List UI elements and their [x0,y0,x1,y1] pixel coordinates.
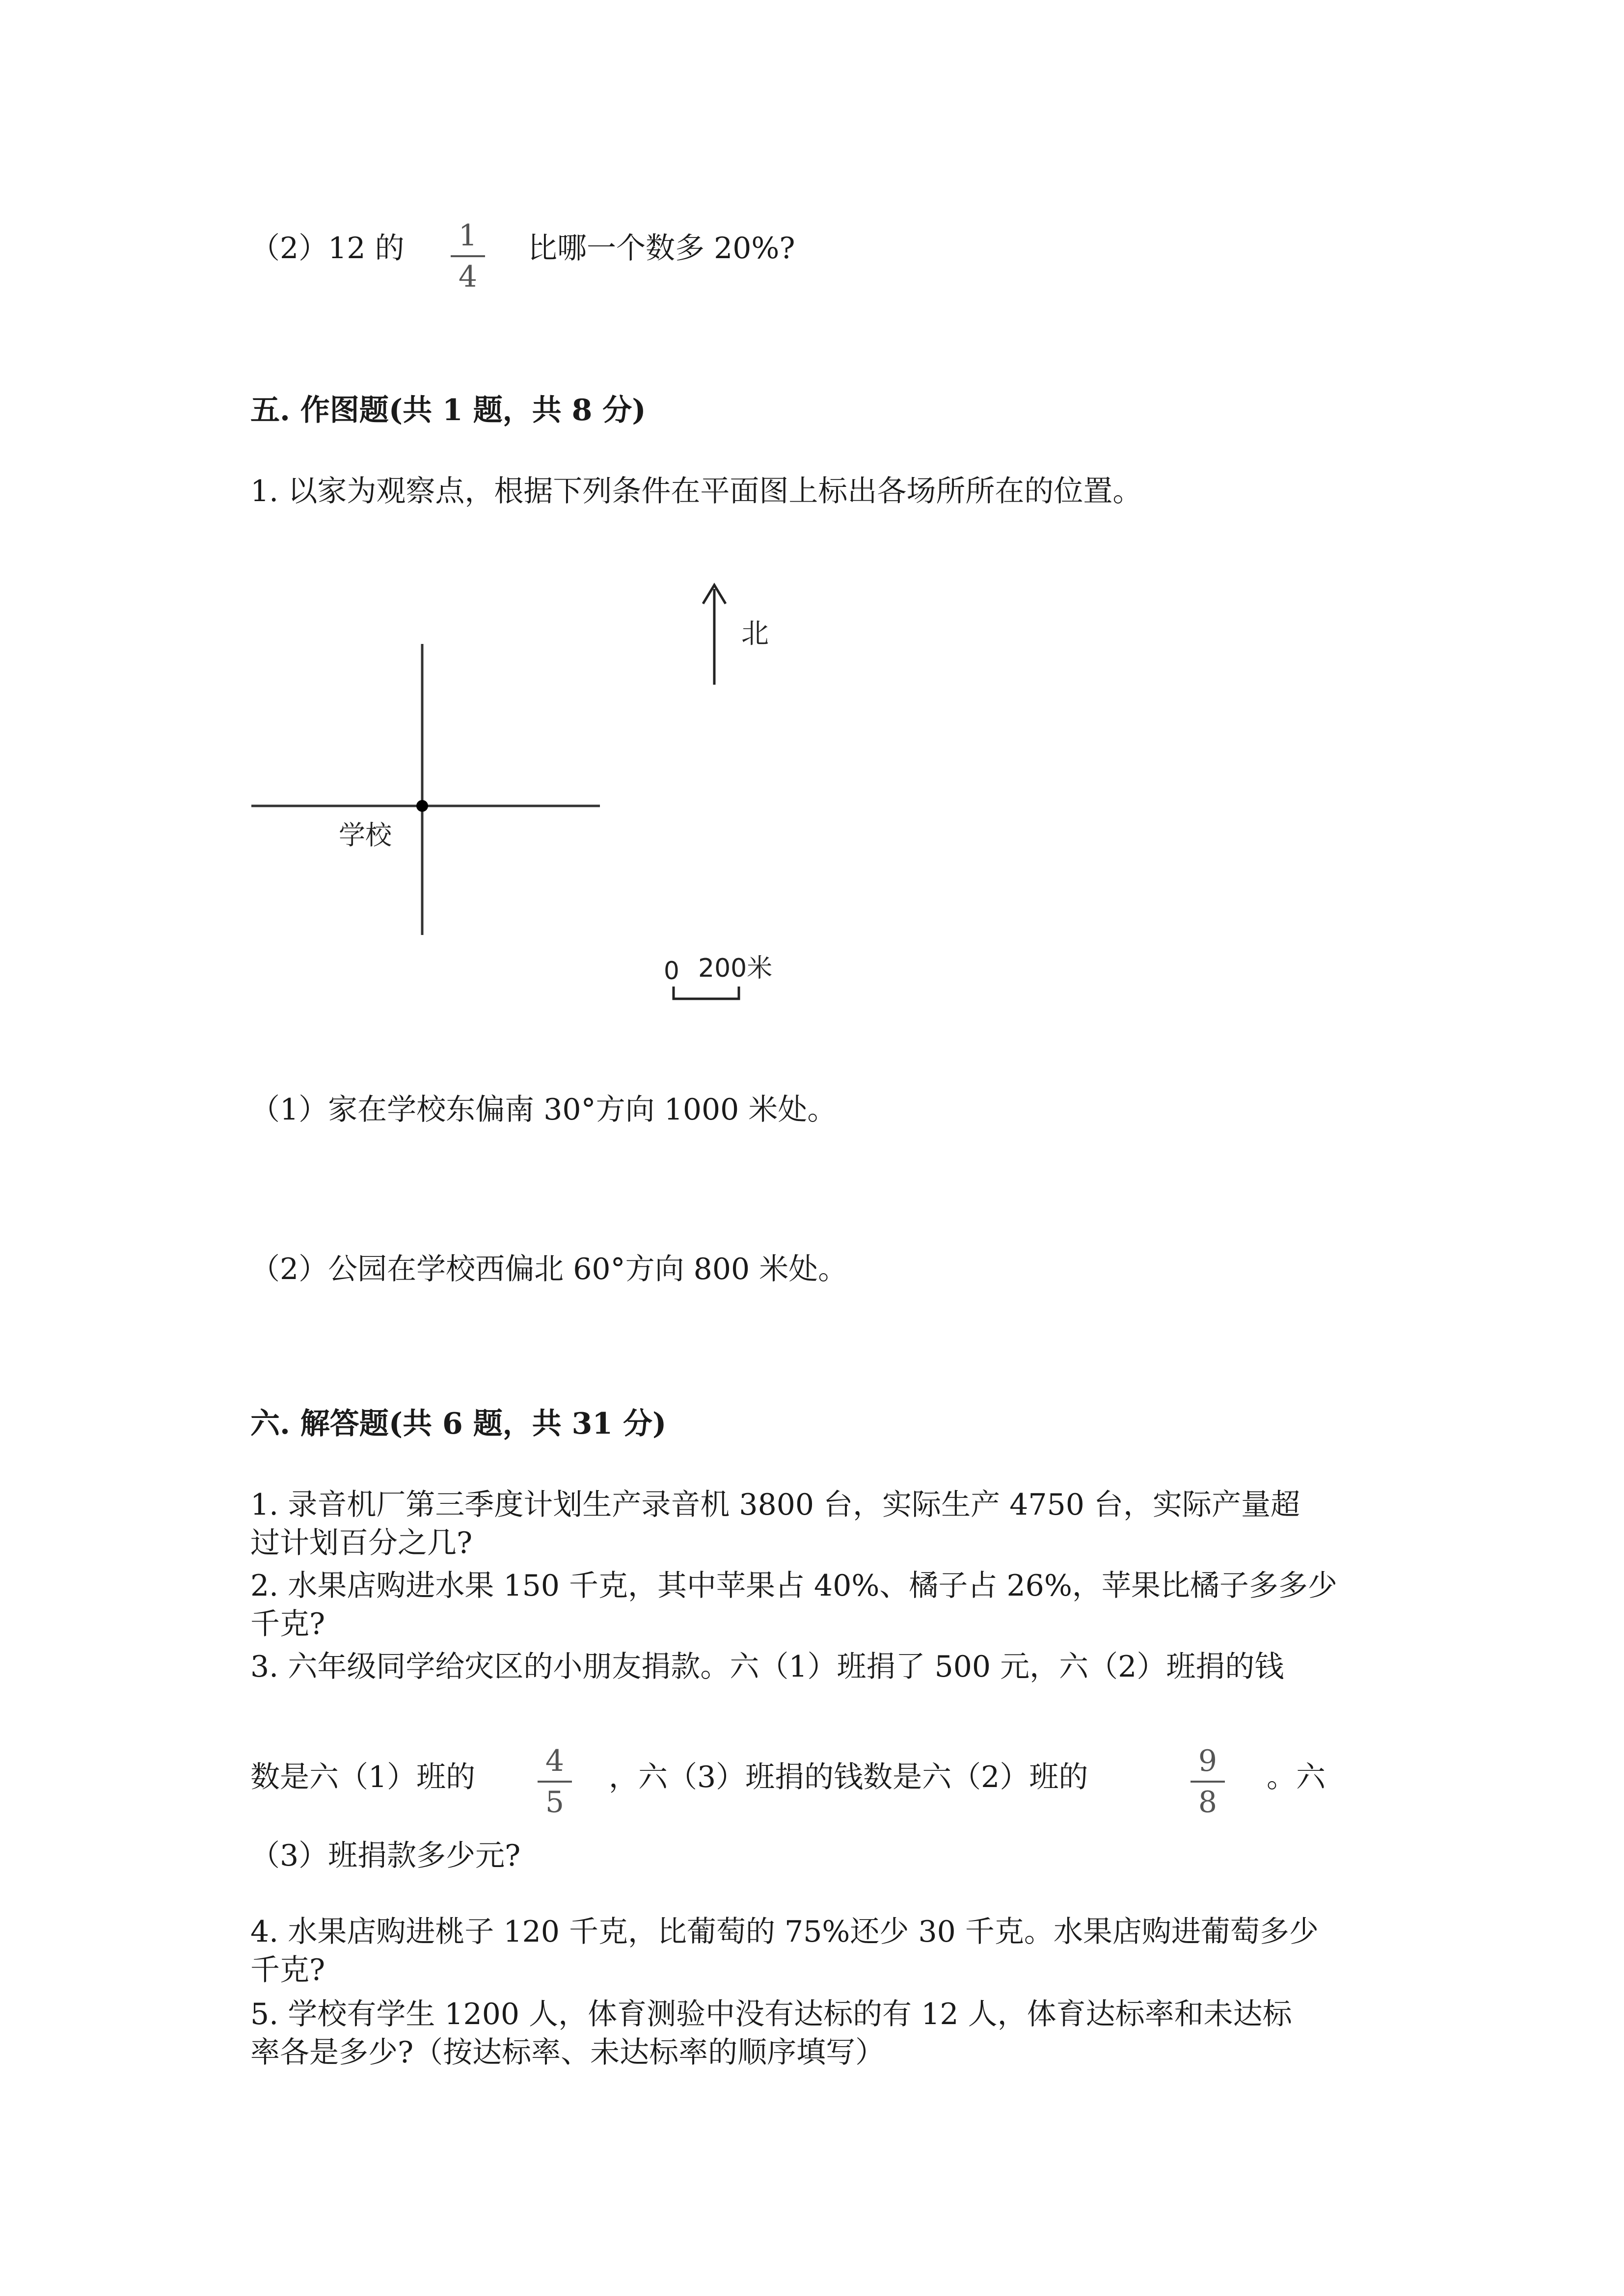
question-text: 5. 学校有学生 1200 人，体育测验中没有达标的有 12 人，体育达标率和未达标 [250,1997,1292,2031]
question-text: （3）班捐款多少元? [250,1839,521,1873]
fraction-denominator: 5 [545,1785,565,1819]
question-text: 1. 以家为观察点，根据下列条件在平面图上标出各场所所在的位置。 [250,474,1142,508]
north-label: 北 [741,618,769,650]
question-text: 过计划百分之几? [250,1526,473,1560]
scale-bar [674,987,739,999]
scale-zero-label: 0 [664,957,679,985]
question-text: 2. 水果店购进水果 150 千克，其中苹果占 40%、橘子占 26%，苹果比橘子多多少 [250,1569,1337,1603]
school-point [416,800,428,812]
fraction-numerator: 4 [545,1744,565,1778]
section-heading: 六. 解答题(共 6 题，共 31 分) [250,1407,667,1441]
scale-distance-label: 200米 [698,954,773,983]
fraction-denominator: 4 [458,260,478,294]
question-text: 数是六（1）班的 [250,1760,476,1794]
fraction-bar [538,1781,572,1783]
question-text: 率各是多少?（按达标率、未达标率的顺序填写） [250,2035,885,2070]
fraction-numerator: 1 [458,218,478,253]
question-text: （2）12 的 [250,231,405,266]
question-text: ，六（3）班捐的钱数是六（2）班的 [609,1760,1088,1794]
question-text: 比哪一个数多 20%? [528,231,795,266]
fraction-numerator: 9 [1198,1744,1218,1778]
fraction-bar [1191,1781,1225,1783]
fraction [1191,1746,1225,1817]
question-text: 4. 水果店购进桃子 120 千克，比葡萄的 75%还少 30 千克。水果店购进葡萄多少 [250,1915,1319,1949]
school-plan-diagram [0,0,1624,1080]
question-text: （2）公园在学校西偏北 60°方向 800 米处。 [250,1252,848,1286]
question-text: 。六 [1267,1760,1326,1794]
fraction [538,1746,572,1817]
section-heading: 五. 作图题(共 1 题，共 8 分) [250,393,646,427]
question-text: （1）家在学校东偏南 30°方向 1000 米处。 [250,1093,837,1127]
fraction-denominator: 8 [1198,1785,1218,1819]
question-text: 1. 录音机厂第三季度计划生产录音机 3800 台，实际生产 4750 台，实际产量超 [250,1488,1300,1522]
school-label: 学校 [339,820,392,851]
question-text: 千克? [250,1953,325,1987]
question-text: 千克? [250,1607,325,1641]
question-text: 3. 六年级同学给灾区的小朋友捐款。六（1）班捐了 500 元，六（2）班捐的钱 [250,1650,1284,1684]
